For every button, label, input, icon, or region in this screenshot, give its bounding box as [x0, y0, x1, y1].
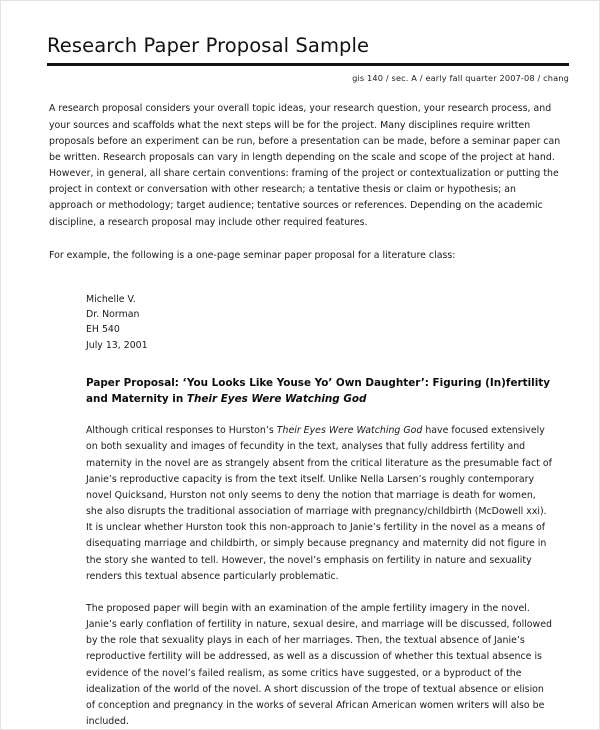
- address-line-course: EH 540: [86, 324, 120, 336]
- document-body: [1, 101, 599, 730]
- proposal-paragraph-1: [86, 423, 553, 585]
- document-header: [1, 1, 599, 83]
- intro-paragraph: A research proposal considers your overall topic ideas, your research question, your research process, and your sources and scaffolds what the next steps will be for the project. Many disciplines require written proposals before an experiment can be run, before a presentation can be made, before a seminar paper can be written. Research proposals can vary in length depending on the scale and scope of the project at hand. However, in general, all share certain conventions: framing of the project or contextualization or putting the project in context or conversation with other research; a tentative thesis or claim or hypothesis; an approach or methodology; target audience; tentative sources or references. Depending on the academic discipline, a research proposal may include other required features.: [49, 103, 561, 228]
- title-divider: [47, 63, 569, 66]
- course-metadata-line: gis 140 / sec. A / early fall quarter 2007-08 / chang: [352, 73, 569, 84]
- page-title: Research Paper Proposal Sample: [47, 34, 370, 57]
- proposal-heading: [86, 375, 553, 407]
- proposal-heading-text: Paper Proposal: ‘You Looks Like Youse Yo’ Own Daughter’: Figuring (In)fertility and Maternity in: [86, 376, 551, 406]
- address-block: [86, 292, 553, 353]
- paragraph-1-rest: have focused extensively on both sexuality and images of fecundity in the text, analyses that fully address fertility and maternity in the novel are as strangely absent from the critical literature as the presumable fact of Janie’s reproductive capacity is from the text itself. Unlike Nella Larsen’s roughly contemporary novel Quicksand, Hurston not only seems to deny the notion that marriage is death for women, she also disrupts the traditional association of marriage with pregnancy/childbirth (McDowell xxi). It is unclear whether Hurston took this non-approach to Janie’s fertility in the novel as a means of disequating marriage and childbirth, or simply because pregnancy and maternity did not figure in the story she wanted to tell. However, the novel’s emphasis on fertility in nature and sexuality renders this textual absence particularly problematic.: [86, 425, 552, 582]
- address-line-date: July 13, 2001: [86, 339, 148, 351]
- proposal-heading-book-title: Their Eyes Were Watching God: [186, 393, 367, 406]
- address-line-student: Michelle V.: [86, 293, 136, 305]
- sample-proposal-block: [86, 292, 553, 730]
- example-lead-in: For example, the following is a one-page seminar paper proposal for a literature class:: [49, 249, 456, 261]
- address-line-instructor: Dr. Norman: [86, 309, 140, 321]
- paragraph-1-book-title: Their Eyes Were Watching God: [276, 425, 423, 437]
- paragraph-1-lead: Although critical responses to Hurston’s: [86, 425, 277, 437]
- proposal-paragraph-2: The proposed paper will begin with an examination of the ample fertility imagery in the novel. Janie’s early conflation of fertility in nature, sexual desire, and marriage will be discussed, followed by the role that sexuality plays in each of her marriages. Then, the textual absence of Janie’s reproductive fertility will be addressed, as well as a discussion of whether this textual absence is evidence of the novel’s failed realism, as some critics have suggested, or a byproduct of the idealization of the world of the novel. A short discussion of the trope of textual absence or elision of conception and pregnancy in the works of several African American women writers will also be included.: [86, 602, 552, 728]
